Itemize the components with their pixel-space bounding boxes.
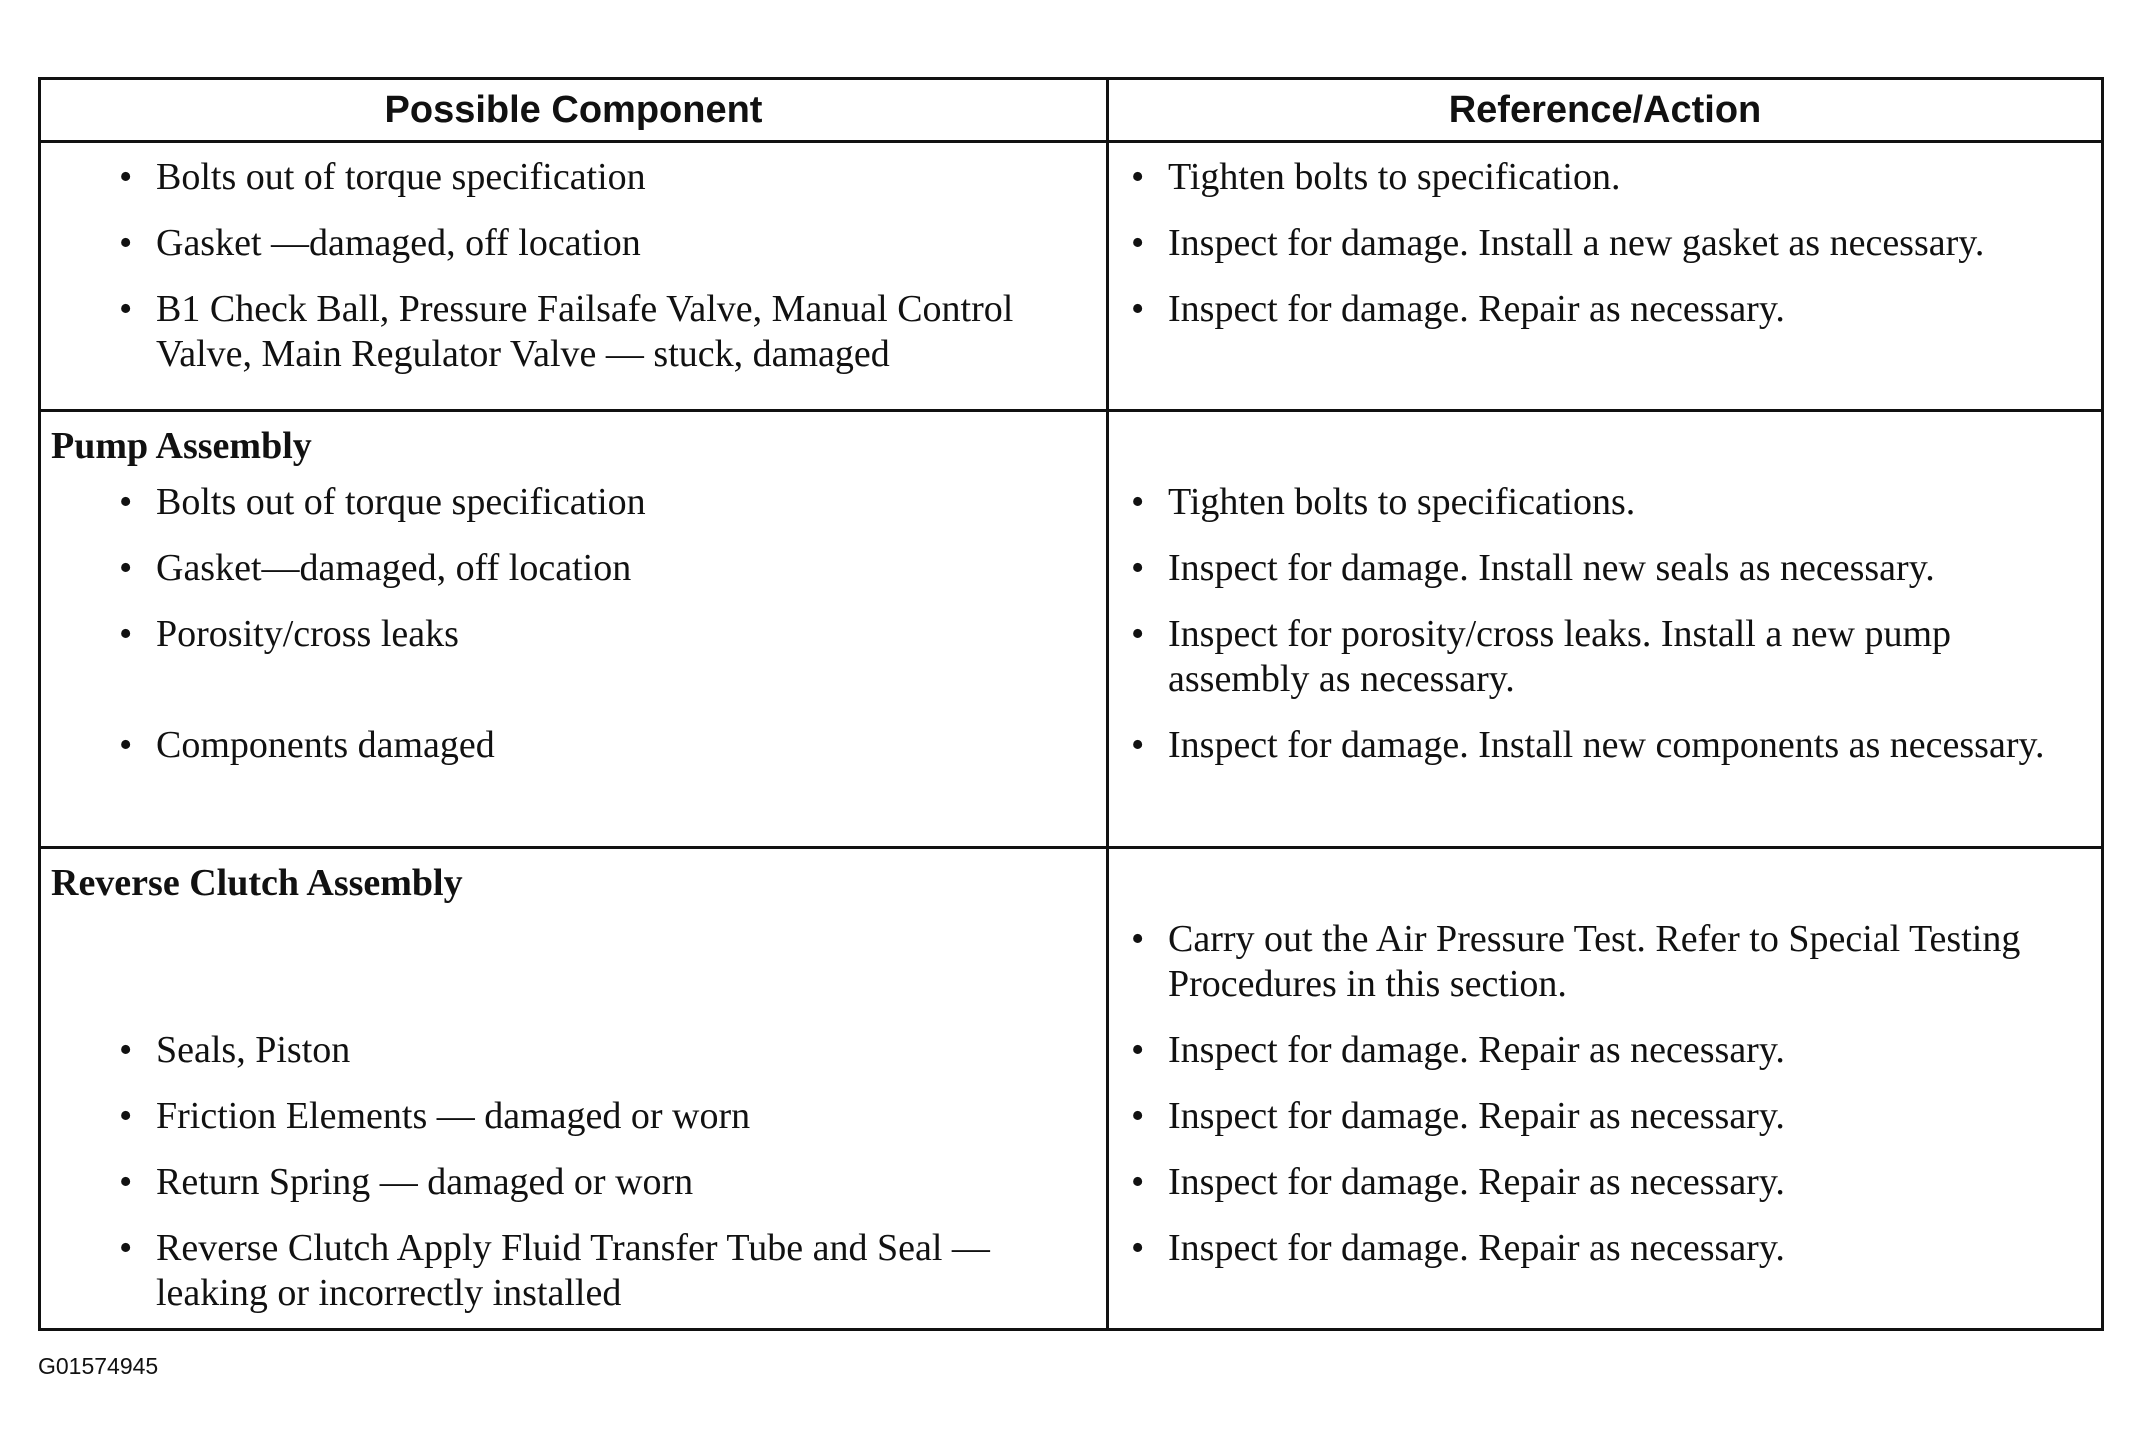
component-text: B1 Check Ball, Pressure Failsafe Valve, Manual Control Valve, Main Regulator Valve — stuck, damaged	[156, 288, 1014, 375]
bullet-icon: •	[119, 724, 133, 767]
component-text: Friction Elements — damaged or worn	[156, 1094, 751, 1137]
bullet-icon: •	[119, 1094, 133, 1137]
section-title: Reverse Clutch Assembly	[51, 861, 463, 904]
bullet-icon: •	[1131, 156, 1145, 198]
component-text: Bolts out of torque specification	[156, 156, 646, 198]
component-item	[41, 723, 1106, 813]
section-action-cell	[1108, 142, 2103, 411]
action-text: Inspect for damage. Install a new gasket as necessary.	[1168, 222, 1985, 264]
action-item	[1109, 1160, 2101, 1205]
bullet-icon: •	[1131, 222, 1145, 264]
bullet-icon: •	[119, 1226, 133, 1269]
section-action-cell	[1108, 411, 2103, 848]
section-row	[40, 411, 2103, 848]
bullet-icon: •	[119, 613, 133, 656]
bullet-icon: •	[1131, 1226, 1145, 1269]
component-text: Reverse Clutch Apply Fluid Transfer Tube and Seal — leaking or incorrectly installed	[156, 1226, 990, 1314]
bullet-icon: •	[1131, 288, 1145, 330]
section-title-spacer	[1109, 861, 2101, 917]
bullet-icon: •	[119, 1028, 133, 1071]
bullet-icon: •	[119, 547, 133, 590]
component-item-empty	[41, 917, 1106, 1007]
section-component-cell	[40, 411, 1108, 848]
action-text: Carry out the Air Pressure Test. Refer to Special Testing Procedures in this section.	[1168, 917, 2021, 1005]
action-text: Tighten bolts to specifications.	[1168, 481, 1636, 524]
component-item	[41, 612, 1106, 702]
section-title-spacer	[1109, 424, 2101, 480]
section-component-cell	[40, 847, 1108, 1329]
action-text: Inspect for damage. Repair as necessary.	[1168, 1160, 1785, 1203]
action-item	[1109, 1226, 2101, 1271]
header-reference-action: Reference/Action	[1108, 79, 2103, 142]
bullet-icon: •	[119, 156, 133, 198]
component-item	[41, 287, 1106, 377]
action-text: Inspect for damage. Repair as necessary.	[1168, 1226, 1785, 1269]
action-text: Inspect for damage. Repair as necessary.	[1168, 1028, 1785, 1071]
bullet-icon: •	[1131, 724, 1145, 767]
action-item	[1109, 546, 2101, 591]
bullet-icon: •	[1131, 1094, 1145, 1137]
component-text: Return Spring — damaged or worn	[156, 1160, 694, 1203]
bullet-icon: •	[119, 288, 133, 330]
action-item	[1109, 1094, 2101, 1139]
action-item	[1109, 287, 2101, 332]
action-item	[1109, 221, 2101, 266]
section-component-cell	[40, 142, 1108, 411]
action-item	[1109, 1028, 2101, 1073]
component-item	[41, 1226, 1106, 1316]
diagnosis-table	[38, 77, 2104, 1331]
bullet-icon: •	[1131, 917, 1145, 960]
action-text: Inspect for damage. Repair as necessary.	[1168, 1094, 1785, 1137]
bullet-icon: •	[119, 481, 133, 524]
section-action-cell	[1108, 847, 2103, 1329]
action-text: Inspect for damage. Install new components as necessary.	[1168, 724, 2045, 767]
component-item	[41, 221, 1106, 266]
bullet-icon: •	[119, 1160, 133, 1203]
figure-id: G01574945	[38, 1353, 159, 1379]
component-text: Components damaged	[156, 724, 495, 767]
action-text: Inspect for damage. Install new seals as necessary.	[1168, 547, 1935, 590]
action-text: Tighten bolts to specification.	[1168, 156, 1621, 198]
bullet-icon: •	[119, 222, 133, 264]
action-text: Inspect for damage. Repair as necessary.	[1168, 288, 1785, 330]
section-title: Pump Assembly	[51, 425, 312, 468]
component-text: Seals, Piston	[156, 1028, 351, 1071]
header-possible-component: Possible Component	[40, 79, 1108, 142]
bullet-icon: •	[1131, 1028, 1145, 1071]
component-item	[41, 480, 1106, 525]
component-text: Gasket —damaged, off location	[156, 222, 641, 264]
header-row	[40, 79, 2103, 142]
action-item	[1109, 723, 2101, 813]
component-text: Bolts out of torque specification	[156, 481, 646, 524]
bullet-icon: •	[1131, 547, 1145, 590]
bullet-icon: •	[1131, 1160, 1145, 1203]
action-item	[1109, 480, 2101, 525]
component-item	[41, 546, 1106, 591]
bullet-icon: •	[1131, 613, 1145, 656]
section-row	[40, 142, 2103, 411]
action-item	[1109, 612, 2101, 702]
component-text: Porosity/cross leaks	[156, 613, 459, 656]
action-item	[1109, 917, 2101, 1007]
component-item	[41, 1028, 1106, 1073]
bullet-icon: •	[1131, 481, 1145, 524]
section-row	[40, 847, 2103, 1329]
component-item	[41, 1094, 1106, 1139]
action-item	[1109, 155, 2101, 200]
action-text: Inspect for porosity/cross leaks. Install a new pump assembly as necessary.	[1168, 613, 1952, 701]
component-item	[41, 1160, 1106, 1205]
component-text: Gasket—damaged, off location	[156, 547, 632, 590]
component-item	[41, 155, 1106, 200]
